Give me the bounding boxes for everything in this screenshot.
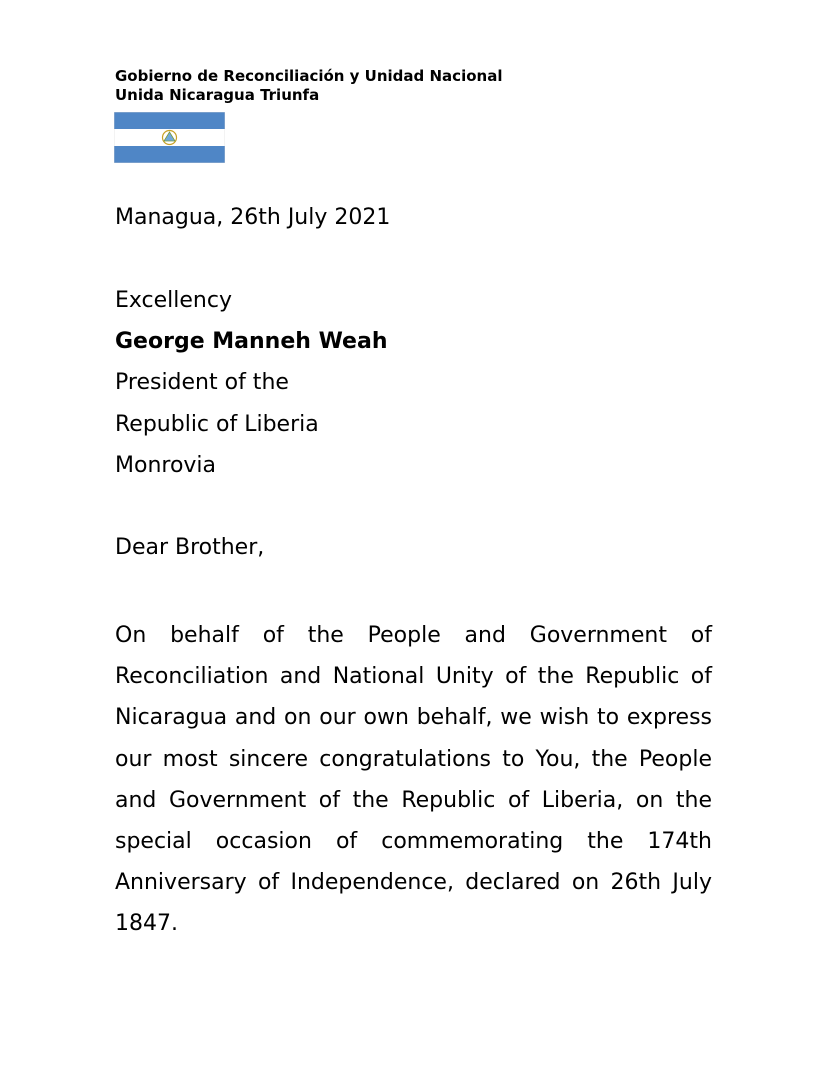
letter-body-paragraph: On behalf of the People and Government of Reconciliation and National Unity of the Republic of Nicaragua and on our own behalf, we wish to express our most sincere congratulations to You, the People and Government of the Republic of Liberia, on the special occasion of commemorating the 174th Anniversary of Independence, declared on 26th July 1847. — [115, 623, 712, 937]
letterhead-slogan: Unida Nicaragua Triunfa — [115, 86, 320, 104]
salutation: Dear Brother, — [115, 535, 265, 560]
recipient-name: George Manneh Weah — [115, 329, 388, 354]
letterhead-government-name: Gobierno de Reconciliación y Unidad Nacional — [115, 67, 503, 85]
letterhead — [115, 67, 502, 105]
recipient-title-line1: President of the — [115, 370, 289, 395]
recipient-city: Monrovia — [115, 453, 217, 478]
nicaragua-flag-icon — [114, 112, 225, 163]
recipient-title-line2: Republic of Liberia — [115, 412, 319, 437]
recipient-honorific: Excellency — [115, 288, 232, 313]
place-and-date: Managua, 26th July 2021 — [115, 205, 391, 230]
